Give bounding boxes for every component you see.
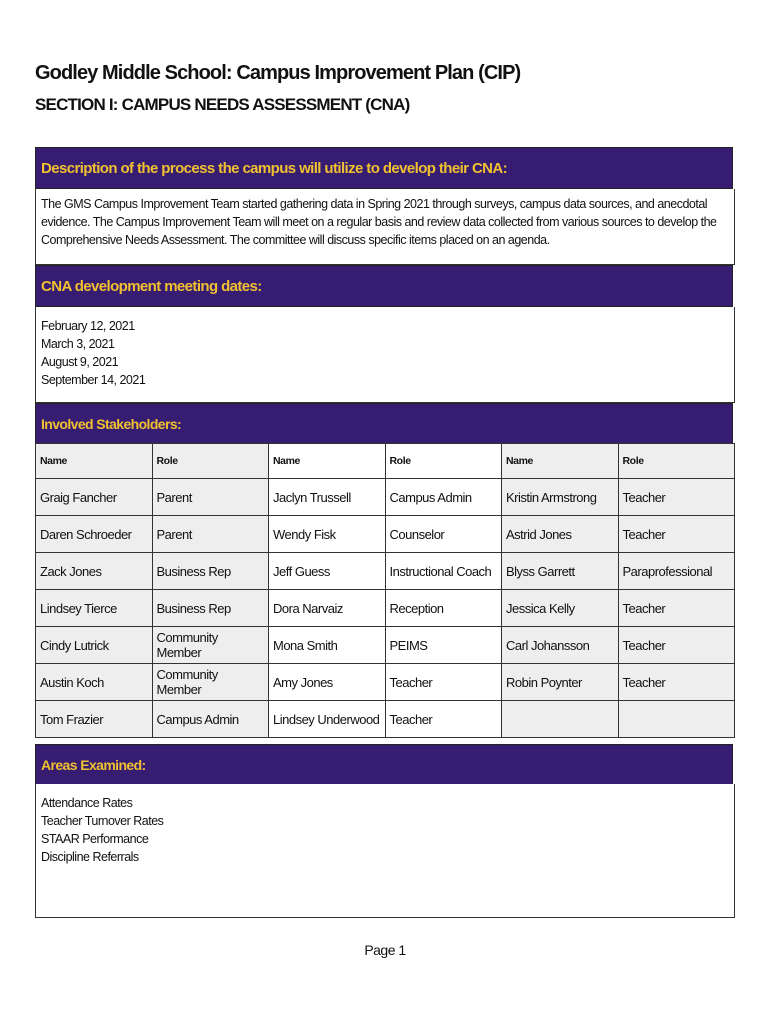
stakeholders-table [35, 443, 735, 738]
table-row [36, 516, 735, 553]
meeting-date: February 12, 2021 [41, 319, 135, 333]
areas-heading: Areas Examined: [35, 744, 733, 785]
stakeholder-role: Teacher [618, 627, 735, 664]
stakeholder-name: Tom Frazier [36, 701, 153, 738]
stakeholder-role: Community Member [152, 627, 269, 664]
page-title: Godley Middle School: Campus Improvement Plan (CIP) [35, 62, 521, 84]
column-header: Name [502, 444, 619, 479]
stakeholder-role: Parent [152, 516, 269, 553]
stakeholder-role: Teacher [385, 664, 502, 701]
stakeholder-role: Teacher [618, 516, 735, 553]
table-row [36, 664, 735, 701]
stakeholder-name [502, 701, 619, 738]
column-header: Name [269, 444, 386, 479]
stakeholder-name: Dora Narvaiz [269, 590, 386, 627]
table-row [36, 627, 735, 664]
stakeholder-role: Teacher [618, 479, 735, 516]
stakeholder-role: Business Rep [152, 553, 269, 590]
table-header-row [36, 444, 735, 479]
column-header: Role [152, 444, 269, 479]
stakeholder-name: Jessica Kelly [502, 590, 619, 627]
area-item: Teacher Turnover Rates [41, 814, 164, 828]
stakeholder-role: Instructional Coach [385, 553, 502, 590]
meeting-date: March 3, 2021 [41, 337, 115, 351]
area-item: Discipline Referrals [41, 850, 139, 864]
column-header: Role [618, 444, 735, 479]
table-row [36, 553, 735, 590]
stakeholder-role: Campus Admin [385, 479, 502, 516]
area-item: Attendance Rates [41, 796, 133, 810]
stakeholder-name: Blyss Garrett [502, 553, 619, 590]
table-row [36, 479, 735, 516]
stakeholder-role: Business Rep [152, 590, 269, 627]
stakeholder-role: Teacher [618, 664, 735, 701]
page-number: Page 1 [364, 942, 406, 958]
area-item: STAAR Performance [41, 832, 149, 846]
stakeholder-name: Carl Johansson [502, 627, 619, 664]
stakeholder-name: Jeff Guess [269, 553, 386, 590]
stakeholders-heading: Involved Stakeholders: [35, 403, 733, 444]
stakeholder-name: Amy Jones [269, 664, 386, 701]
stakeholder-name: Astrid Jones [502, 516, 619, 553]
stakeholder-role: Teacher [618, 590, 735, 627]
stakeholder-role: Community Member [152, 664, 269, 701]
stakeholder-role: Counselor [385, 516, 502, 553]
areas-list [35, 784, 735, 918]
column-header: Role [385, 444, 502, 479]
stakeholder-name: Wendy Fisk [269, 516, 386, 553]
stakeholder-name: Jaclyn Trussell [269, 479, 386, 516]
stakeholder-name: Lindsey Tierce [36, 590, 153, 627]
stakeholder-name: Lindsey Underwood [269, 701, 386, 738]
stakeholder-name: Graig Fancher [36, 479, 153, 516]
meeting-dates [35, 307, 735, 403]
description-text: The GMS Campus Improvement Team started gathering data in Spring 2021 through surveys, campus data sources, and anecdotal evidence. The Campus Improvement Team will meet on a regular basis and review data collected from various sources to develop the Comprehensive Needs Assessment. The committee will discuss specific items placed on an agenda. [35, 189, 735, 265]
stakeholder-name: Mona Smith [269, 627, 386, 664]
meetings-heading: CNA development meeting dates: [35, 265, 733, 307]
stakeholder-role: Teacher [385, 701, 502, 738]
meeting-date: September 14, 2021 [41, 373, 146, 387]
stakeholder-name: Cindy Lutrick [36, 627, 153, 664]
stakeholder-name: Daren Schroeder [36, 516, 153, 553]
stakeholder-role [618, 701, 735, 738]
table-row [36, 590, 735, 627]
stakeholder-role: PEIMS [385, 627, 502, 664]
stakeholder-name: Kristin Armstrong [502, 479, 619, 516]
stakeholder-role: Campus Admin [152, 701, 269, 738]
description-heading: Description of the process the campus will utilize to develop their CNA: [35, 147, 733, 189]
stakeholder-name: Austin Koch [36, 664, 153, 701]
table-row [36, 701, 735, 738]
stakeholder-role: Reception [385, 590, 502, 627]
stakeholder-name: Zack Jones [36, 553, 153, 590]
column-header: Name [36, 444, 153, 479]
stakeholder-role: Paraprofessional [618, 553, 735, 590]
section-title: SECTION I: CAMPUS NEEDS ASSESSMENT (CNA) [35, 95, 410, 114]
stakeholder-name: Robin Poynter [502, 664, 619, 701]
stakeholder-role: Parent [152, 479, 269, 516]
meeting-date: August 9, 2021 [41, 355, 119, 369]
